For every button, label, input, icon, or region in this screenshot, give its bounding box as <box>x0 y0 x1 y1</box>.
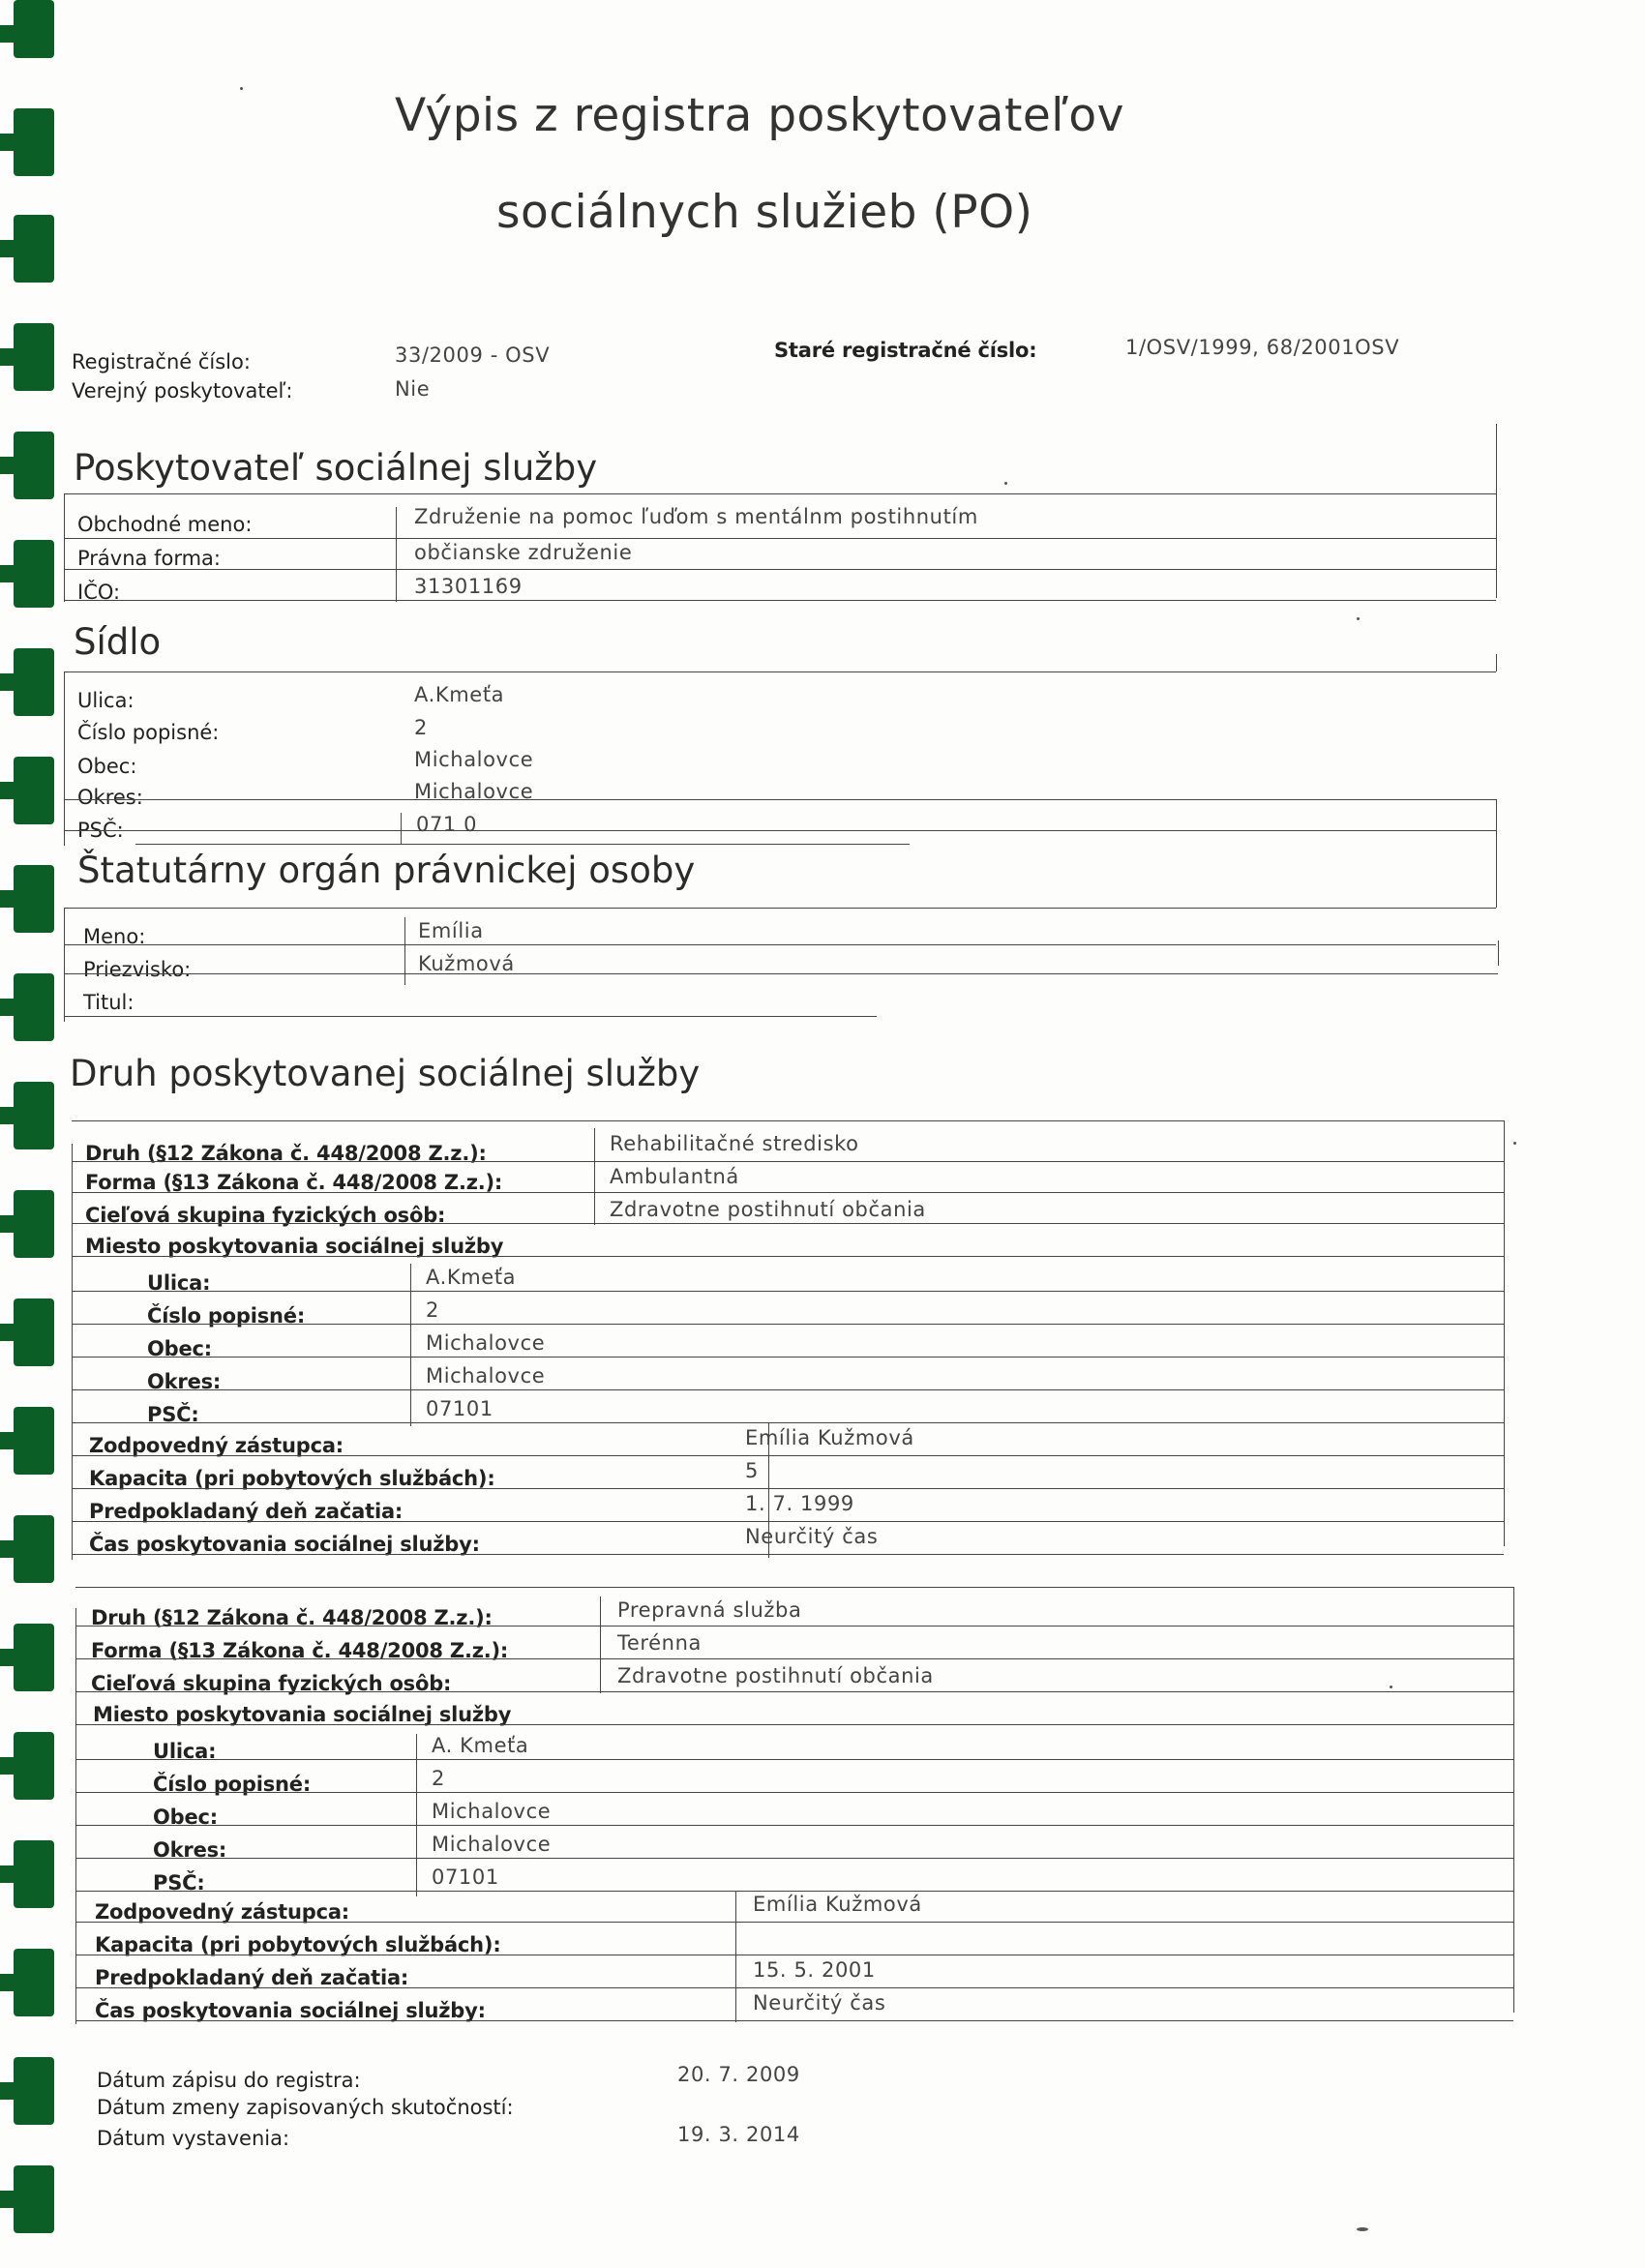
zapis-label: Dátum zápisu do registra: <box>97 2069 361 2092</box>
s1-forma-label: Forma (§13 Zákona č. 448/2008 Z.z.): <box>85 1171 503 1194</box>
s2-ulica-value: A. Kmeťa <box>432 1734 529 1757</box>
sidlo-okres-label: Okres: <box>77 786 143 809</box>
old-reg-number-label: Staré registračné číslo: <box>774 339 1037 362</box>
s2-ulica-label: Ulica: <box>153 1740 217 1763</box>
s1-ciel-value: Zdravotne postihnutí občania <box>610 1198 926 1221</box>
s1-okres-label: Okres: <box>147 1370 222 1393</box>
s1-ciel-label: Cieľová skupina fyzických osôb: <box>85 1204 446 1227</box>
sidlo-cislo-label: Číslo popisné: <box>77 721 220 744</box>
sidlo-obec-label: Obec: <box>77 755 137 778</box>
public-provider-label: Verejný poskytovateľ: <box>72 379 293 403</box>
s1-ulica-value: A.Kmeťa <box>426 1266 517 1289</box>
titul-label: Titul: <box>83 991 135 1014</box>
obchodne-meno-value: Združenie na pomoc ľuďom s mentálnm postihnutím <box>414 505 978 528</box>
s1-den-label: Predpokladaný deň začatia: <box>89 1500 404 1523</box>
vystavenia-label: Dátum vystavenia: <box>97 2127 290 2150</box>
spiral-binding <box>0 0 60 2268</box>
sidlo-ulica-label: Ulica: <box>77 689 135 712</box>
s2-ciel-label: Cieľová skupina fyzických osôb: <box>91 1672 452 1695</box>
ico-value: 31301169 <box>414 575 523 598</box>
s2-kapacita-label: Kapacita (pri pobytových službách): <box>95 1933 501 1956</box>
s2-forma-value: Terénna <box>617 1631 702 1655</box>
ico-label: IČO: <box>77 581 121 604</box>
s2-okres-value: Michalovce <box>432 1833 552 1856</box>
s1-kapacita-label: Kapacita (pri pobytových službách): <box>89 1467 495 1490</box>
s1-zastupca-value: Emília Kužmová <box>745 1426 914 1449</box>
druh-section-title: Druh poskytovanej sociálnej služby <box>70 1053 701 1094</box>
pravna-forma-value: občianske združenie <box>414 541 633 564</box>
provider-section-title: Poskytovateľ sociálnej služby <box>74 447 598 489</box>
priezvisko-label: Priezvisko: <box>83 958 192 981</box>
s1-ulica-label: Ulica: <box>147 1271 211 1295</box>
zmena-label: Dátum zmeny zapisovaných skutočností: <box>97 2096 514 2119</box>
s2-miesto-label: Miesto poskytovania sociálnej služby <box>93 1703 512 1726</box>
s1-druh-value: Rehabilitačné stredisko <box>610 1132 859 1155</box>
s1-cas-label: Čas poskytovania sociálnej služby: <box>89 1533 480 1556</box>
title-line-2: sociálnych služieb (PO) <box>496 186 1033 239</box>
vystavenia-value: 19. 3. 2014 <box>677 2123 800 2146</box>
sidlo-section-title: Sídlo <box>74 621 162 663</box>
s2-cas-label: Čas poskytovania sociálnej služby: <box>95 1999 486 2022</box>
pravna-forma-label: Právna forma: <box>77 547 221 570</box>
sidlo-ulica-value: A.Kmeťa <box>414 683 505 706</box>
sidlo-obec-value: Michalovce <box>414 748 534 771</box>
reg-number-label: Registračné číslo: <box>72 350 251 373</box>
reg-number-value: 33/2009 - OSV <box>395 343 551 367</box>
s1-okres-value: Michalovce <box>426 1364 546 1388</box>
s2-den-label: Predpokladaný deň začatia: <box>95 1966 409 1989</box>
s1-obec-label: Obec: <box>147 1337 212 1360</box>
s2-zastupca-label: Zodpovedný zástupca: <box>95 1900 349 1924</box>
s1-zastupca-label: Zodpovedný zástupca: <box>89 1434 344 1457</box>
s2-obec-value: Michalovce <box>432 1800 552 1823</box>
s2-okres-label: Okres: <box>153 1838 227 1862</box>
meno-value: Emília <box>418 919 484 942</box>
s1-cas-value: Neurčitý čas <box>745 1525 879 1548</box>
s2-cas-value: Neurčitý čas <box>753 1991 886 2014</box>
s1-obec-value: Michalovce <box>426 1331 546 1355</box>
meno-label: Meno: <box>83 925 146 948</box>
sidlo-psc-label: PSČ: <box>77 819 124 842</box>
s1-miesto-label: Miesto poskytovania sociálnej služby <box>85 1235 504 1258</box>
s1-psc-value: 07101 <box>426 1397 494 1420</box>
s2-druh-label: Druh (§12 Zákona č. 448/2008 Z.z.): <box>91 1606 493 1629</box>
s1-cislo-label: Číslo popisné: <box>147 1304 306 1328</box>
s2-ciel-value: Zdravotne postihnutí občania <box>617 1664 934 1687</box>
s2-cislo-label: Číslo popisné: <box>153 1773 312 1796</box>
s2-psc-value: 07101 <box>432 1865 499 1889</box>
s1-cislo-value: 2 <box>426 1298 439 1322</box>
s2-forma-label: Forma (§13 Zákona č. 448/2008 Z.z.): <box>91 1639 509 1662</box>
zapis-value: 20. 7. 2009 <box>677 2063 800 2086</box>
old-reg-number-value: 1/OSV/1999, 68/2001OSV <box>1125 336 1400 359</box>
s2-druh-value: Prepravná služba <box>617 1598 802 1622</box>
s1-den-value: 1. 7. 1999 <box>745 1492 854 1515</box>
s2-obec-label: Obec: <box>153 1805 218 1829</box>
s2-den-value: 15. 5. 2001 <box>753 1958 876 1982</box>
s1-forma-value: Ambulantná <box>610 1165 739 1188</box>
obchodne-meno-label: Obchodné meno: <box>77 513 253 536</box>
title-line-1: Výpis z registra poskytovateľov <box>395 89 1124 142</box>
s2-zastupca-value: Emília Kužmová <box>753 1893 922 1916</box>
s1-kapacita-value: 5 <box>745 1459 759 1482</box>
sidlo-psc-value: 071 0 <box>416 813 478 836</box>
sidlo-cislo-value: 2 <box>414 716 428 739</box>
s2-psc-label: PSČ: <box>153 1871 205 1895</box>
sidlo-okres-value: Michalovce <box>414 780 534 803</box>
priezvisko-value: Kužmová <box>418 952 515 975</box>
s1-psc-label: PSČ: <box>147 1403 199 1426</box>
public-provider-value: Nie <box>395 377 431 401</box>
s2-cislo-value: 2 <box>432 1767 445 1790</box>
s1-druh-label: Druh (§12 Zákona č. 448/2008 Z.z.): <box>85 1142 487 1165</box>
statutar-section-title: Štatutárny orgán právnickej osoby <box>77 850 696 891</box>
